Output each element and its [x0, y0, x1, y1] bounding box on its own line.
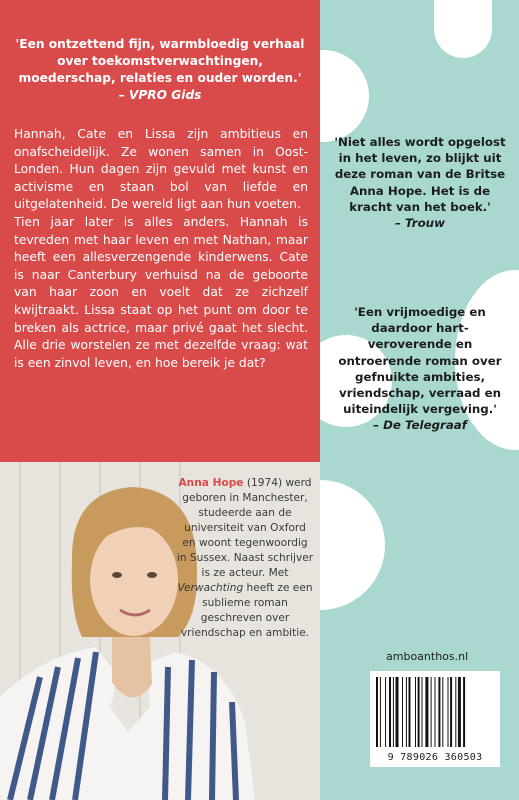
lead-quote — [14, 36, 306, 104]
synopsis-paragraph: Tien jaar later is alles anders. Hannah is tevreden met haar leven en met Nathan, maar heeft een allesverzengende kinderwens. Cate is naar Canterbury verhuisd na de geboorte van haar zoon en voelt dat ze zichzelf kwijtraakt. Lissa staat op het punt om door te breken als actrice, maar privé gaat het slecht. Alle drie worstelen ze met dezelfde vraag: wat is een zinvol leven, en hoe bereik je dat? — [14, 214, 308, 370]
barcode-bar — [389, 677, 391, 747]
barcode-bar — [435, 677, 436, 747]
author-bio — [176, 476, 314, 641]
barcode-bar — [385, 677, 386, 747]
barcode-bar — [463, 677, 465, 747]
review-quote-telegraaf — [332, 304, 508, 434]
barcode-bar — [376, 677, 378, 747]
review-quote-trouw — [332, 134, 508, 231]
review-quote-text: 'Niet alles wordt opgelost in het leven, zo blijkt uit deze roman van de Britse Anna Hope. Het is de kracht van het boek.' — [334, 135, 506, 214]
barcode-bar — [438, 677, 440, 747]
barcode-bar — [380, 677, 381, 747]
barcode-bar — [409, 677, 411, 747]
author-bio-text: (1974) werd geboren in Manchester, studeerde aan de universiteit van Oxford en woont tegenwoordig in Sussex. Naast schrijver is ze acteur. Met — [176, 477, 314, 579]
publisher-url[interactable]: amboanthos.nl — [386, 650, 469, 663]
barcode-bar — [431, 677, 432, 747]
decor-circle — [434, 0, 492, 58]
barcode-bar — [422, 677, 423, 747]
barcode-bar — [415, 677, 416, 747]
lead-quote-source: VPRO Gids — [128, 88, 202, 102]
barcode-bar — [418, 677, 420, 747]
review-quote-source: – Trouw — [395, 216, 445, 231]
barcode-bar — [442, 677, 443, 747]
barcode-bar — [406, 677, 407, 747]
barcode-bar — [450, 677, 452, 747]
synopsis — [14, 126, 308, 372]
barcode-bar — [458, 677, 461, 747]
author-name: Anna Hope — [178, 477, 244, 489]
author-bio-text: heeft ze een sublieme roman geschreven over vriendschap en ambitie. — [180, 582, 313, 639]
barcode-bars — [370, 671, 500, 751]
review-quote-text: 'Een vrijmoedige en daardoor hartveroverende en ontroerende roman over gefnuikte ambities, vriendschap, verraad en uiteindelijk vergeving.' — [338, 305, 502, 417]
barcode-bar — [402, 677, 403, 747]
review-quote-source: – De Telegraaf — [373, 418, 467, 433]
barcode-bar — [425, 677, 428, 747]
barcode-number: 9 789026 360503 — [387, 752, 483, 763]
lead-quote-text: 'Een ontzettend fijn, warmbloedig verhaal over toekomstverwachtingen, moederschap, relaties en ouder worden.' – — [15, 37, 305, 102]
barcode-bar — [448, 677, 449, 747]
barcode-bar — [455, 677, 456, 747]
barcode-bar — [393, 677, 394, 747]
barcode-bar — [396, 677, 399, 747]
book-title: Verwachting — [177, 582, 244, 594]
barcode — [370, 671, 500, 767]
synopsis-paragraph: Hannah, Cate en Lissa zijn ambitieus en onafscheidelijk. Ze wonen samen in Oost-Londen. Hun dagen zijn gevuld met kunst en activisme en staan bol van liefde en uitgelatenheid. De wereld ligt aan hun voeten. — [14, 127, 308, 212]
